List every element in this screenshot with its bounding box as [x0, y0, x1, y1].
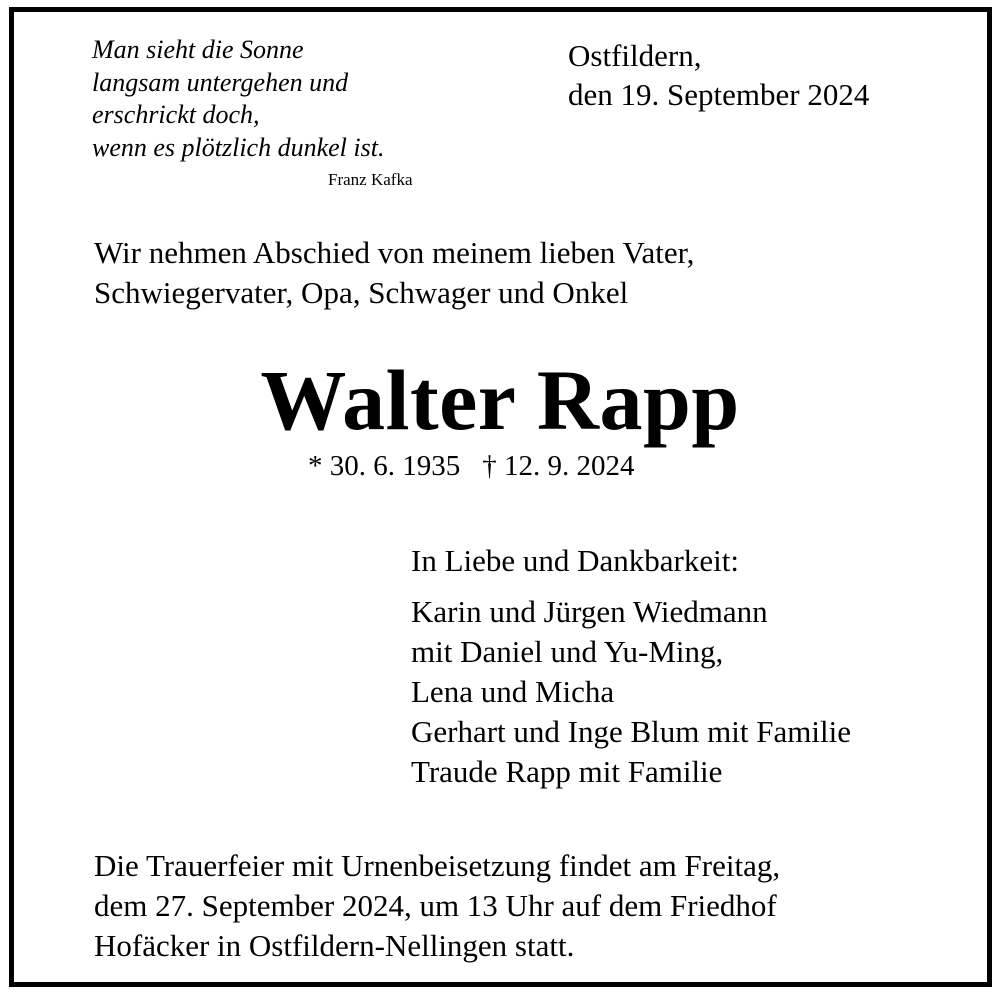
quote-author: Franz Kafka: [328, 170, 413, 189]
dateline-date: den 19. September 2024: [568, 77, 870, 112]
mourner-line: Gerhart und Inge Blum mit Familie: [411, 714, 851, 749]
mourners-heading: In Liebe und Dankbarkeit:: [411, 543, 739, 578]
kafka-quote: [92, 34, 384, 164]
death-date: † 12. 9. 2024: [482, 450, 635, 482]
dateline-place: Ostfildern,: [568, 38, 702, 73]
funeral-notice: [94, 846, 780, 966]
quote-line: Man sieht die Sonne: [92, 35, 304, 64]
mourner-line: mit Daniel und Yu-Ming,: [411, 634, 724, 669]
funeral-line: dem 27. September 2024, um 13 Uhr auf dem Friedhof: [94, 888, 777, 923]
life-dates: [308, 448, 635, 484]
quote-line: wenn es plötzlich dunkel ist.: [92, 132, 385, 162]
funeral-line: Hofäcker in Ostfildern-Nellingen statt.: [94, 928, 575, 963]
intro-line: Wir nehmen Abschied von meinem lieben Vater,: [94, 235, 695, 270]
dateline: [568, 36, 869, 114]
mourner-line: Traude Rapp mit Familie: [411, 754, 723, 789]
mourners-list: [411, 592, 851, 792]
deceased-name: Walter Rapp: [260, 352, 740, 448]
quote-line: langsam untergehen und: [92, 67, 349, 97]
intro-line: Schwiegervater, Opa, Schwager und Onkel: [94, 275, 629, 310]
funeral-line: Die Trauerfeier mit Urnenbeisetzung findet am Freitag,: [94, 848, 781, 883]
mourner-line: Karin und Jürgen Wiedmann: [411, 594, 768, 629]
quote-line: erschrickt doch,: [92, 100, 260, 129]
farewell-intro: [94, 233, 694, 313]
mourner-line: Lena und Micha: [411, 674, 615, 709]
birth-date: * 30. 6. 1935: [308, 450, 461, 482]
